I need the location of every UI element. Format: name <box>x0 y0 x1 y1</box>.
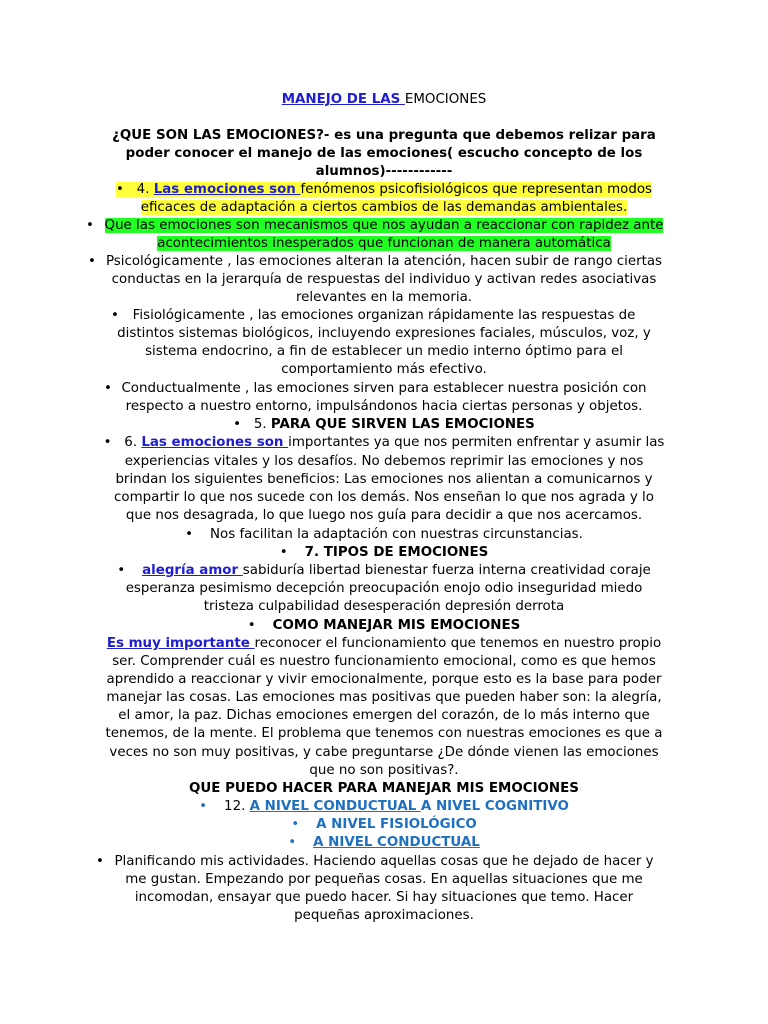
list-item-psico-cont-2: relevantes en la memoria. <box>295 290 473 305</box>
bullet: • <box>247 618 256 633</box>
item-text: Que las emociones son mecanismos que nos ayudan a reaccionar con rapidez ante <box>104 218 664 233</box>
section-heading: QUE PUEDO HACER PARA MANEJAR MIS EMOCIONES <box>189 781 579 796</box>
bullet: • <box>185 527 193 542</box>
item-text: Nos facilitan la adaptación con nuestras circunstancias. <box>210 527 583 542</box>
item-number: 4. <box>136 182 154 197</box>
bullet: • <box>104 381 112 396</box>
item-text: sabiduría libertad bienestar fuerza interna creatividad coraje <box>242 563 651 578</box>
bullet: • <box>291 817 300 832</box>
item-text: Conductualmente , las emociones sirven para establecer nuestra posición con <box>121 381 647 396</box>
list-item-psico-cont-1: conductas en la jerarquía de respuestas del individuo y activan redes asociativas <box>111 272 657 287</box>
importante-line-2: ser. Comprender cuál es nuestro funcionamiento emocional, como es que hemos <box>112 654 656 669</box>
bullet: • <box>103 435 112 450</box>
list-item-12 <box>0 798 768 816</box>
item-link[interactable]: Las emociones son <box>153 182 301 197</box>
bullet: • <box>88 254 96 269</box>
item-number: 7. <box>304 545 324 560</box>
importante-line-6: tenemos, de la mente. El problema que tenemos con nuestras emociones es que a <box>105 726 663 741</box>
list-item-conductual <box>0 834 768 852</box>
importante-line-3: aprendido a reaccionar y vivir emocionalmente, porque esto es la base para poder <box>106 672 662 687</box>
item-text: Fisiológicamente , las emociones organizan rápidamente las respuestas de <box>132 308 636 323</box>
list-item-como <box>0 617 768 635</box>
bullet: • <box>86 218 94 233</box>
question-line-3: alumnos)------------ <box>315 164 453 179</box>
bullet: • <box>96 854 104 869</box>
bullet: • <box>111 308 119 323</box>
list-item-6-cont-1: experiencias vitales y los desafíos. No debemos reprimir las emociones y nos <box>124 454 644 469</box>
list-item-tipos-cont-2: tristeza culpabilidad desesperación depresión derrota <box>203 599 565 614</box>
item-text: importantes ya que nos permiten enfrentar y asumir las <box>288 435 665 450</box>
item-heading: PARA QUE SIRVEN LAS EMOCIONES <box>270 417 535 432</box>
item-heading: TIPOS DE EMOCIONES <box>323 545 489 560</box>
document-title <box>0 91 768 109</box>
importante-line-1 <box>0 635 768 653</box>
list-item-4-cont <box>0 199 768 217</box>
list-item-6-cont-4: que nos desagrada, lo que luego nos guía para decidir a que nos acercamos. <box>125 508 643 523</box>
item-number: 12. <box>224 799 250 814</box>
bullet: • <box>117 563 126 578</box>
item-text: Psicológicamente , las emociones alteran la atención, hacen subir de rango ciertas <box>105 254 663 269</box>
paragraph-text: reconocer el funcionamiento que tenemos en nuestro propio <box>254 636 662 651</box>
list-item-6-cont-3: compartir lo que nos sucede con los demás. Nos enseñan lo que nos agrada y lo <box>114 490 654 505</box>
list-item-conduct <box>0 380 768 398</box>
item-text: eficaces de adaptación a ciertos cambios de las demandas ambientales. <box>140 200 628 215</box>
list-item-psico <box>0 253 768 271</box>
bullet: • <box>233 417 242 432</box>
list-item-conduct-cont: respecto a nuestro entorno, impulsándonos hacia ciertas personas y objetos. <box>125 399 643 414</box>
importante-link[interactable]: Es muy importante <box>106 636 255 651</box>
list-item-fisiologico <box>0 816 768 834</box>
item-text: fenómenos psicofisiológicos que representan modos <box>300 182 653 197</box>
item-link[interactable]: A NIVEL CONDUCTUAL <box>249 799 421 814</box>
list-item-4 <box>0 181 768 199</box>
title-rest: EMOCIONES <box>404 92 487 107</box>
list-item-fisio-cont-2: sistema endocrino, a fin de establecer un medio interno óptimo para el <box>145 344 623 359</box>
list-item-fisio-cont-1: distintos sistemas biológicos, incluyendo expresiones faciales, músculos, voz, y <box>117 326 651 341</box>
title-link[interactable]: MANEJO DE LAS <box>281 92 405 107</box>
list-item-green-cont <box>0 235 768 253</box>
list-item-planificando <box>0 853 768 871</box>
list-item-fisio-cont-3: comportamiento más efectivo. <box>281 362 487 377</box>
item-number: 5. <box>253 417 271 432</box>
item-link[interactable]: alegría amor <box>142 563 243 578</box>
importante-line-4: manejar las cosas. Las emociones mas positivas que pueden haber son: la alegría, <box>106 690 662 705</box>
item-text: acontecimientos inesperados que funcionan de manera automática <box>157 236 611 251</box>
importante-line-8: que no son positivas?. <box>309 763 459 778</box>
list-item-planificando-cont-2: incomodan, ensayar que puedo hacer. Si hay situaciones que temo. Hacer <box>134 890 634 905</box>
bullet: • <box>115 182 124 197</box>
question-line-1: ¿QUE SON LAS EMOCIONES?- es una pregunta que debemos relizar para <box>112 128 656 143</box>
item-heading: COMO MANEJAR MIS EMOCIONES <box>272 618 521 633</box>
item-text: A NIVEL COGNITIVO <box>420 799 569 814</box>
list-item-7 <box>0 544 768 562</box>
list-item-6 <box>0 434 768 452</box>
list-item-fisio <box>0 307 768 325</box>
question-line-2: poder conocer el manejo de las emociones( escucho concepto de los <box>125 146 643 161</box>
bullet: • <box>288 835 297 850</box>
list-item-tipos-cont-1: esperanza pesimismo decepción preocupación enojo odio inseguridad miedo <box>125 581 643 596</box>
item-link[interactable]: A NIVEL CONDUCTUAL <box>313 835 480 850</box>
list-item-planificando-cont-3: pequeñas aproximaciones. <box>294 908 474 923</box>
bullet: • <box>279 545 288 560</box>
importante-line-5: el amor, la paz. Dichas emociones emergen del corazón, de lo más interno que <box>118 708 650 723</box>
item-text: A NIVEL FISIOLÓGICO <box>316 817 477 832</box>
list-item-facilitan <box>0 526 768 544</box>
item-number: 6. <box>124 435 142 450</box>
importante-line-7: veces no son muy positivas, y cabe preguntarse ¿De dónde vienen las emociones <box>109 745 659 760</box>
list-item-planificando-cont-1: me gustan. Empezando por pequeñas cosas. En aquellas situaciones que me <box>125 872 643 887</box>
list-item-green <box>0 217 768 235</box>
item-text: Planificando mis actividades. Haciendo aquellas cosas que he dejado de hacer y <box>114 854 654 869</box>
list-item-tipos <box>0 562 768 580</box>
item-link[interactable]: Las emociones son <box>141 435 289 450</box>
bullet: • <box>199 799 208 814</box>
list-item-6-cont-2: brindan los siguientes beneficios: Las emociones nos alientan a comunicarnos y <box>115 472 653 487</box>
list-item-5 <box>0 416 768 434</box>
